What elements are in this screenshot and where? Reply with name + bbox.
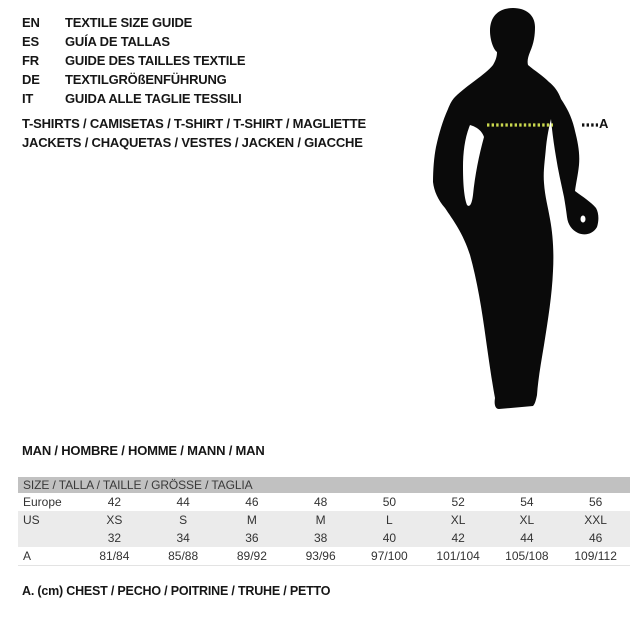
size-table-body bbox=[18, 493, 630, 565]
size-value-cell: 81/84 bbox=[99, 549, 130, 563]
category-line-2: JACKETS / CHAQUETAS / VESTES / JACKEN / GIACCHE bbox=[22, 135, 363, 150]
size-value-cell: XXL bbox=[584, 513, 607, 527]
fist-gap bbox=[581, 216, 586, 223]
size-value-cell: M bbox=[315, 513, 326, 527]
language-code: ES bbox=[22, 34, 39, 49]
row-label: A bbox=[23, 549, 32, 563]
table-row-numeric bbox=[18, 529, 630, 547]
language-code: FR bbox=[22, 53, 39, 68]
language-row-fr bbox=[22, 51, 245, 70]
language-title: TEXTILGRÖßENFÜHRUNG bbox=[65, 72, 227, 87]
size-value-cell: 44 bbox=[520, 531, 534, 545]
size-value-cell: L bbox=[386, 513, 393, 527]
measure-label-a: A bbox=[599, 116, 609, 131]
size-value-cell: M bbox=[246, 513, 257, 527]
size-value-cell: S bbox=[179, 513, 188, 527]
language-row-de bbox=[22, 70, 245, 89]
size-value-cell: 52 bbox=[451, 495, 465, 509]
table-row-europe bbox=[18, 493, 630, 511]
size-value-cell: 46 bbox=[588, 531, 603, 545]
size-value-cell: 40 bbox=[382, 531, 397, 545]
language-row-es bbox=[22, 32, 245, 51]
size-value-cell: 50 bbox=[382, 495, 397, 509]
table-row-a bbox=[18, 547, 630, 565]
size-table bbox=[18, 477, 630, 566]
footer-measurement-note: A. (cm) CHEST / PECHO / POITRINE / TRUHE / PETTO bbox=[22, 584, 331, 598]
language-title: GUIDA ALLE TAGLIE TESSILI bbox=[65, 91, 242, 106]
size-value-cell: 36 bbox=[245, 531, 259, 545]
row-label: US bbox=[23, 513, 40, 527]
language-code: DE bbox=[22, 72, 40, 87]
size-value-cell: 46 bbox=[245, 495, 259, 509]
size-value-cell: 97/100 bbox=[371, 549, 408, 563]
size-value-cell: XL bbox=[450, 513, 466, 527]
section-title-man: MAN / HOMBRE / HOMME / MANN / MAN bbox=[22, 443, 265, 458]
category-line-1: T-SHIRTS / CAMISETAS / T-SHIRT / T-SHIRT / MAGLIETTE bbox=[22, 116, 366, 131]
size-value-cell: 85/88 bbox=[168, 549, 199, 563]
size-value-cell: 105/108 bbox=[505, 549, 549, 563]
man-silhouette-image bbox=[425, 5, 640, 440]
man-silhouette-figure bbox=[425, 5, 640, 440]
language-title: GUIDE DES TAILLES TEXTILE bbox=[65, 53, 246, 68]
language-code: IT bbox=[22, 91, 34, 106]
size-value-cell: 48 bbox=[313, 495, 328, 509]
size-value-cell: 44 bbox=[176, 495, 190, 509]
size-value-cell: 34 bbox=[176, 531, 190, 545]
size-value-cell: 54 bbox=[520, 495, 534, 509]
size-value-cell: XS bbox=[106, 513, 123, 527]
row-label: Europe bbox=[23, 495, 62, 509]
size-value-cell: 42 bbox=[451, 531, 465, 545]
size-value-cell: 38 bbox=[313, 531, 328, 545]
size-value-cell: 32 bbox=[107, 531, 122, 545]
language-list bbox=[22, 13, 245, 108]
table-bottom-divider bbox=[18, 565, 630, 566]
language-title: TEXTILE SIZE GUIDE bbox=[65, 15, 193, 30]
table-row-us bbox=[18, 511, 630, 529]
category-list bbox=[22, 114, 366, 152]
size-value-cell: 101/104 bbox=[436, 549, 480, 563]
size-value-cell: 93/96 bbox=[305, 549, 336, 563]
language-code: EN bbox=[22, 15, 40, 30]
size-value-cell: XL bbox=[519, 513, 535, 527]
size-value-cell: 89/92 bbox=[236, 549, 267, 563]
language-title: GUÍA DE TALLAS bbox=[65, 34, 170, 49]
size-value-cell: 56 bbox=[588, 495, 603, 509]
size-table-header: SIZE / TALLA / TAILLE / GRÖSSE / TAGLIA bbox=[18, 477, 630, 493]
language-row-en bbox=[22, 13, 245, 32]
size-value-cell: 109/112 bbox=[574, 549, 617, 563]
size-value-cell: 42 bbox=[107, 495, 122, 509]
language-row-it bbox=[22, 89, 245, 108]
